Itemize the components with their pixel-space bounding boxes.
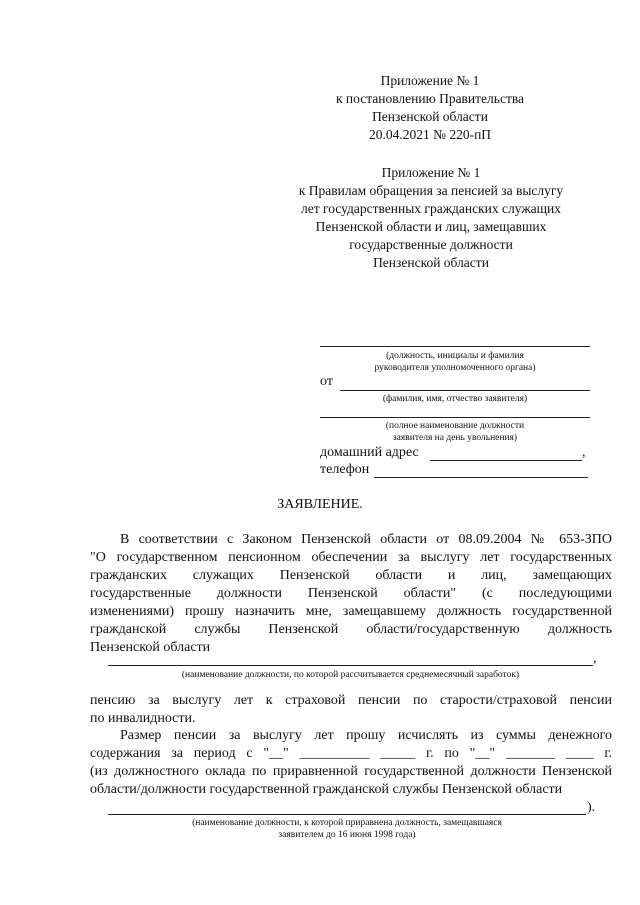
annex-header-1 [300,72,560,144]
position-fill-hint: (наименование должности, по которой рассчитывается среднемесячный заработок) [181,670,520,680]
annex-line: государственные должности [349,237,513,252]
annex-header-2 [290,164,572,272]
head-hint: (должность, инициалы и фамилия руководителя уполномоченного органа) [374,351,536,373]
paragraph-line: по инвалидности. [90,711,196,726]
annex-line: лет государственных гражданских служащих [300,201,562,216]
from-label: от [320,374,333,389]
annex-title: Приложение № 1 [380,73,480,88]
paragraph-line: "О государственном пенсионном обеспечении за выслугу лет государственных [90,550,612,565]
address-label: домашний адрес [320,445,419,460]
equivalent-position-hint: (наименование должности, к которой приравнена должность, замещавшаяся заявителем до 16 июня 1998 года) [192,818,502,840]
annex-line: к Правилам обращения за пенсией за выслугу [298,183,564,198]
annex-line: к постановлению Правительства [335,91,525,106]
paragraph-line: гражданской службы Пензенской области/государственную должность [90,622,612,637]
paragraph-line: гражданских служащих Пензенской области и лиц, замещающих [90,568,612,583]
annex-line: Пензенской области [372,109,488,124]
paragraph-line: пенсию за выслугу лет к страховой пенсии по старости/страховой пенсии [90,693,612,708]
annex-line: Пензенской области и лиц, замещавших [315,219,547,234]
paragraph-line: области/должности государственной гражданской службы Пензенской области [90,782,563,797]
position-fill-line [108,665,593,666]
paragraph-line: изменениями) прошу назначить мне, замещавшему должность государственной [90,604,612,619]
phone-label: телефон [320,462,370,477]
paragraph-line: государственные должности Пензенской области" (с последующими [90,586,612,601]
position-hint: (полное наименование должности заявителя на день увольнения) [385,421,525,443]
position-blank-line [320,417,590,418]
address-comma: , [582,445,586,460]
paragraph-line: Размер пенсии за выслугу лет прошу исчислять из суммы денежного [120,728,612,743]
annex-date: 20.04.2021 № 220-пП [368,127,492,142]
line-end-bracket: ). [587,800,596,815]
equivalent-position-fill-line [108,814,586,815]
head-blank-line [320,346,590,347]
paragraph-line: В соответствии с Законом Пензенской области от 08.09.2004 № 653-ЗПО [120,532,612,547]
phone-blank-line [374,477,588,478]
paragraph-line: содержания за период с "__" __________ _____ г. по "__" _______ ____ г. [90,746,612,761]
document-title: ЗАЯВЛЕНИЕ. [277,497,363,512]
from-hint: (фамилия, имя, отчество заявителя) [382,394,528,404]
from-blank-line [340,390,590,391]
line-end-comma: , [593,651,597,666]
paragraph-line: Пензенской области [90,640,211,655]
address-blank-line [430,460,582,461]
paragraph-line: (из должностного оклада по приравненной государственной должности Пензенской [90,764,612,779]
annex-line: Пензенской области [373,255,489,270]
annex-title: Приложение № 1 [381,165,481,180]
